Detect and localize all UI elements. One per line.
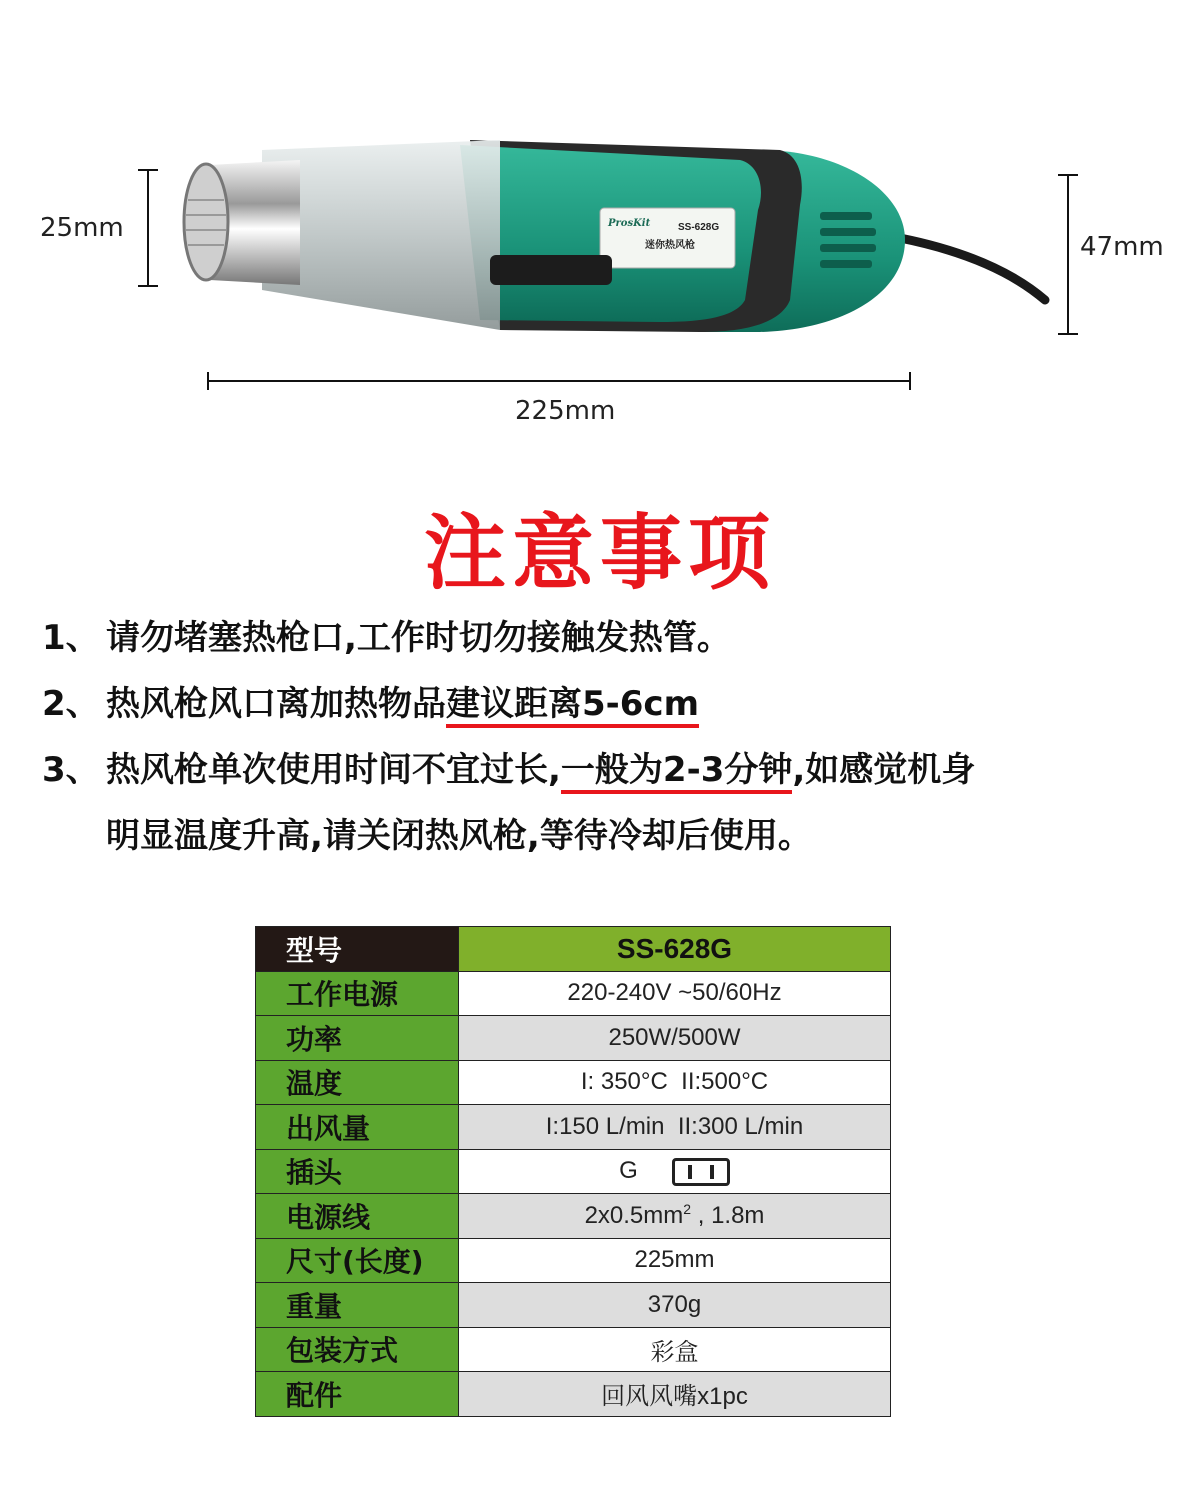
notice-highlight: 一般为2-3分钟: [561, 750, 792, 794]
spec-row: [256, 1194, 891, 1239]
spec-value-plug: [459, 1149, 891, 1194]
spec-value: 225mm: [459, 1238, 891, 1283]
notice-text: 热风枪单次使用时间不宜过长,: [106, 750, 561, 790]
notice-number: 3、: [42, 750, 100, 790]
label-name: 迷你热风枪: [645, 240, 695, 251]
spec-value-cable: [459, 1194, 891, 1239]
nozzle-mesh: [184, 164, 228, 280]
spec-row: [256, 1238, 891, 1283]
nozzle-diameter-label: 25mm: [40, 213, 124, 243]
spec-value: 220-240V ~50/60Hz: [459, 971, 891, 1016]
spec-value: 回风风嘴x1pc: [459, 1372, 891, 1417]
notice-number: 2、: [42, 684, 100, 724]
spec-label: 配件: [256, 1372, 459, 1417]
spec-label: 尺寸(长度): [256, 1238, 459, 1283]
spec-value: SS-628G: [459, 927, 891, 972]
spec-table: [255, 926, 891, 1417]
notice-item-3: [42, 737, 1172, 803]
notice-text-after: ,如感觉机身: [792, 750, 976, 790]
notice-list: [42, 605, 1172, 869]
notice-item-2: [42, 671, 1172, 737]
product-label-plate: [600, 208, 735, 268]
spec-label: 重量: [256, 1283, 459, 1328]
power-cord: [900, 238, 1045, 300]
height-label: 47mm: [1080, 232, 1164, 262]
spec-row: [256, 1372, 891, 1417]
spec-row: [256, 971, 891, 1016]
spec-row: [256, 1283, 891, 1328]
notice-number: 1、: [42, 618, 100, 658]
spec-label: 功率: [256, 1016, 459, 1061]
spec-row: [256, 1016, 891, 1061]
plug-icon: [672, 1158, 730, 1186]
spec-label: 型号: [256, 927, 459, 972]
label-brand: ProsKit: [608, 218, 651, 229]
spec-value: I: 350°C II:500°C: [459, 1060, 891, 1105]
notice-highlight: 建议距离5-6cm: [446, 684, 699, 728]
spec-label: 插头: [256, 1149, 459, 1194]
power-switch: [490, 255, 612, 285]
notice-text: 请勿堵塞热枪口,工作时切勿接触发热管。: [106, 618, 731, 658]
spec-row: [256, 1327, 891, 1372]
notice-item-1: [42, 605, 1172, 671]
spec-value: 彩盒: [459, 1327, 891, 1372]
spec-label: 温度: [256, 1060, 459, 1105]
plug-type: G: [619, 1156, 638, 1184]
spec-row: [256, 1060, 891, 1105]
cable-gauge-sup: 2: [683, 1201, 692, 1218]
notice-title: 注意事项: [423, 506, 776, 601]
notice-item-3-continuation: 明显温度升高,请关闭热风枪,等待冷却后使用。: [106, 816, 812, 856]
product-illustration: [0, 0, 1200, 460]
spec-label: 包装方式: [256, 1327, 459, 1372]
spec-value: I:150 L/min II:300 L/min: [459, 1105, 891, 1150]
spec-header-row: [256, 927, 891, 972]
spec-row: [256, 1149, 891, 1194]
spec-label: 电源线: [256, 1194, 459, 1239]
length-label: 225mm: [515, 396, 616, 426]
notice-text: 热风枪风口离加热物品: [106, 684, 446, 724]
cable-length: , 1.8m: [691, 1202, 765, 1230]
spec-value: 250W/500W: [459, 1016, 891, 1061]
spec-label: 出风量: [256, 1105, 459, 1150]
spec-value: 370g: [459, 1283, 891, 1328]
spec-row: [256, 1105, 891, 1150]
cable-gauge: 2x0.5mm: [584, 1202, 684, 1230]
spec-label: 工作电源: [256, 971, 459, 1016]
label-model: SS-628G: [678, 222, 720, 233]
